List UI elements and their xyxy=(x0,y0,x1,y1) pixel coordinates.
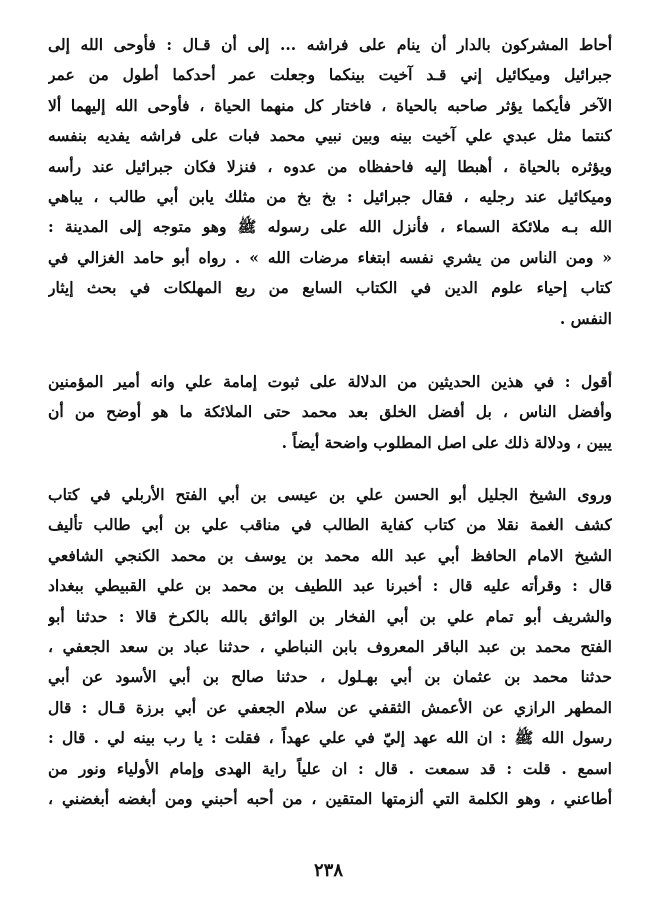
text-line: المطهر الرازي عن الأعمش الثقفي عن سلام الجعفي عن أبي برزة قـال : قال xyxy=(48,697,612,717)
text-line: الشيخ الامام الحافظ أبي عبد الله محمد بن يوسف بن محمد الكنجي الشافعي xyxy=(48,545,612,565)
comment-term: أقول : xyxy=(564,372,612,391)
page-number: ٢٣٨ xyxy=(313,860,343,881)
text-line: أطاعني ، وهو الكلمة التي ألزمتها المتقين ، من أحبه أحبني ومن أبغضه أبغضني ، xyxy=(48,789,612,809)
text-line: اسمع . قلت : قد سمعت . قال : ان علياً راية الهدى وإمام الأولياء ونور من xyxy=(48,758,612,778)
text-line: رسول الله ﷺ : ان الله عهد إليّ في علي عهداً ، فقلت : يا رب بينه لي . قال : xyxy=(48,728,612,748)
text-line: وميكائيل عند رجليه ، فقال جبرائيل : بخ بخ من مثلك يابن أبي طالب ، يباهي xyxy=(48,187,612,207)
text-line: كشف الغمة نقلا من كتاب كفاية الطالب في مناقب علي بن أبي طالب تأليف xyxy=(48,515,612,535)
text-line: وأفضل الناس ، بل أفضل الخلق بعد محمد حتى الملائكة ما هو أوضح من أن xyxy=(48,402,612,422)
text-line: « ومن الناس من يشري نفسه ابتغاء مرضات الله » . رواه أبو حامد الغزالي في xyxy=(48,247,612,267)
text-line: الله بـه ملائكة السماء ، فأنزل الله على رسوله ﷺ وهو متوجه إلى المدينة : xyxy=(48,217,612,237)
text-line: والشريف أبو تمام علي بن أبي الفخار بن الواثق بالله بالكرخ قالا : حدثنا أبو xyxy=(48,606,612,626)
text-line: حدثنا محمد بن عثمان بن أبي بهـلول ، حدثنا صالح بن أبي الأسود عن أبي xyxy=(48,667,612,687)
text-line: كنتما مثل عبدي علي آخيت بينه وبين نبيي محمد فبات على فراشه يفديه بنفسه xyxy=(48,126,612,146)
text-line: جبرائيل وميكائيل إني قـد آخيت بينكما وجعلت عمر أحدكما أطول من عمر xyxy=(48,65,612,85)
text-line: يبين ، ودلالة ذلك على اصل المطلوب واضحة أيضاً . xyxy=(281,432,612,452)
text-line: كتاب إحياء علوم الدين في الكتاب السابع من ربع المهلكات في بحث إيثار xyxy=(48,278,612,298)
text-line: الآخر فأيكما يؤثر صاحبه بالحياة ، فاختار كل منهما الحياة ، فأوحى الله إليهما ألا xyxy=(48,95,612,115)
text-line-rest: في هذين الحديثين من الدلالة على ثبوت إمامة علي وانه أمير المؤمنين xyxy=(48,372,565,391)
paragraph-hadith-narration xyxy=(48,30,612,334)
text-line: النفس . xyxy=(559,308,612,328)
text-line xyxy=(48,367,612,397)
text-line: الفتح محمد بن عبد الباقر المعروف بابن النباطي ، حدثنا عباد بن سعد الجعفي ، xyxy=(48,637,612,657)
text-line: أحاط المشركون بالدار أن ينام على فراشه ... إلى أن قـال : فأوحى الله إلى xyxy=(48,35,612,54)
text-line: وروى الشيخ الجليل أبو الحسن علي بن عيسى بن أبي الفتح الأربلي في كتاب xyxy=(48,485,612,504)
paragraph-isnad-narration xyxy=(48,480,612,814)
paragraph-author-comment xyxy=(48,367,612,458)
text-line: قال : وقرأته عليه قال : أخبرنا عبد اللطيف بن محمد بن علي القبيطي ببغداد xyxy=(48,576,612,596)
text-line: ويؤثره بالحياة ، أهبطا إليه فاحفظاه من عدوه ، فنزلا فكان جبرائيل عند رأسه xyxy=(48,156,612,176)
